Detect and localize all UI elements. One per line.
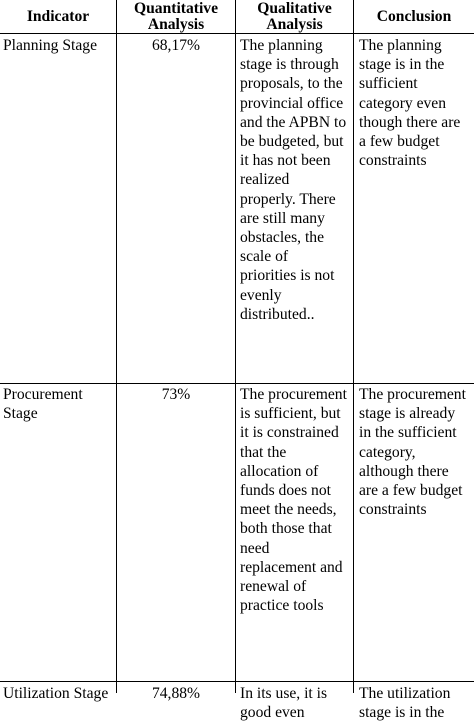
header-quantitative: Quantitative Analysis <box>133 0 219 33</box>
row-indicator: Procurement Stage <box>3 386 83 423</box>
row-divider <box>0 383 474 384</box>
column-divider <box>235 0 236 693</box>
row-conclusion: The procurement stage is already in the sufficient category, although there are a few budget constraints <box>359 386 466 519</box>
row-quantitative: 68,17% <box>151 37 201 54</box>
row-divider <box>0 681 474 682</box>
header-divider <box>0 33 474 34</box>
row-indicator: Planning Stage <box>3 37 97 54</box>
header-conclusion: Conclusion <box>376 7 452 25</box>
header-qualitative: Qualitative Analysis <box>257 0 332 33</box>
row-quantitative: 74,88% <box>151 685 201 702</box>
column-divider <box>116 0 117 693</box>
row-qualitative: The procurement is sufficient, but it is constrained that the allocation of funds does not meet the needs, both those that need replacement and renewal of practice tools <box>240 386 347 615</box>
row-qualitative: In its use, it is good even <box>240 685 328 722</box>
row-qualitative: The planning stage is through proposals, to the provincial office and the APBN to be budgeted, but it has not been realized properly. There are still many obstacles, the scale of priorities is not evenly distributed.. <box>240 37 347 323</box>
row-indicator: Utilization Stage <box>3 685 109 702</box>
header-indicator: Indicator <box>26 7 90 25</box>
row-conclusion: The utilization stage is in the <box>359 685 451 722</box>
row-quantitative: 73% <box>161 386 191 403</box>
row-conclusion: The planning stage is in the sufficient category even though there are a few budget constraints <box>359 37 461 170</box>
column-divider <box>353 0 354 693</box>
